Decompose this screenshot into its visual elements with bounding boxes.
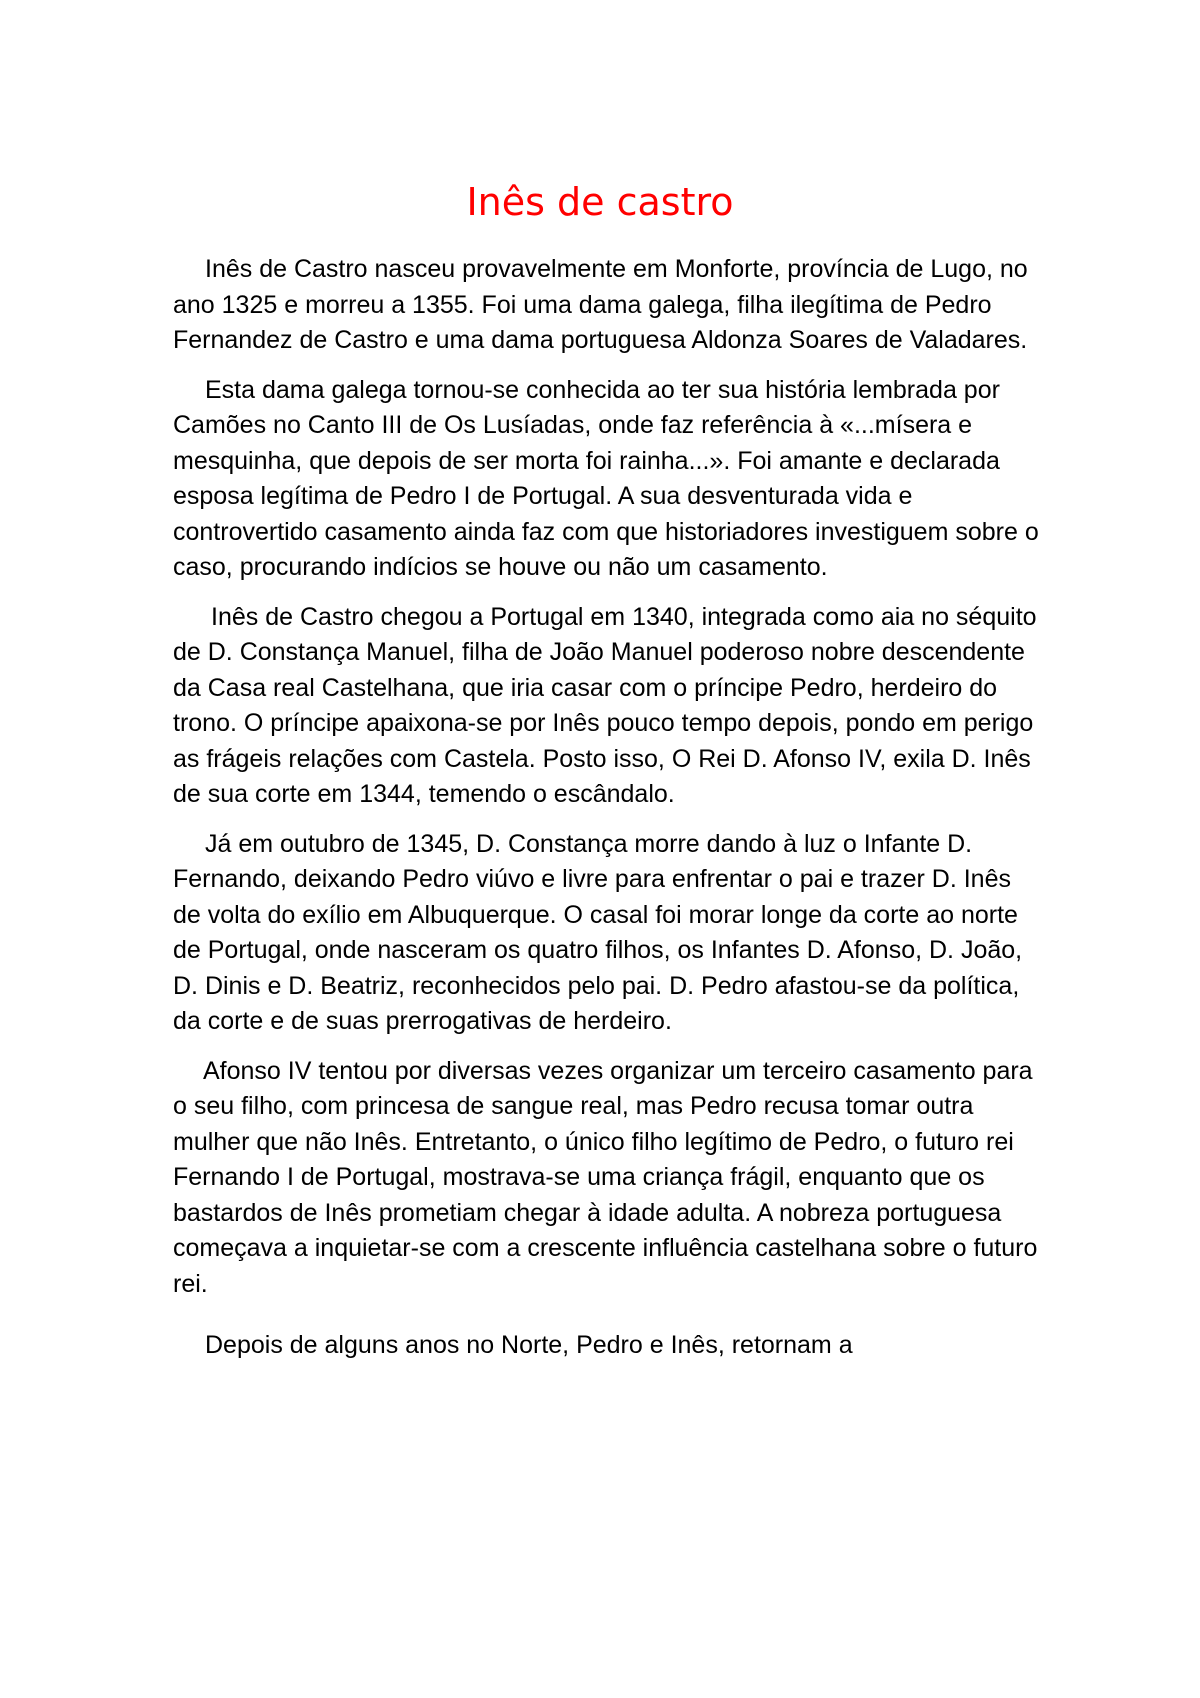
paragraph-4: Já em outubro de 1345, D. Constança morre dando à luz o Infante D. Fernando, deixando Pedro viúvo e livre para enfrentar o pai e trazer D. Inês de volta do exílio em Albuquerque. O casal foi morar longe da corte ao norte de Portugal, onde nasceram os quatro filhos, os Infantes D. Afonso, D. João, D. Dinis e D. Beatriz, reconhecidos pelo pai. D. Pedro afastou-se da política, da corte e de suas prerrogativas de herdeiro.: [173, 829, 1023, 1035]
paragraph-2: Esta dama galega tornou-se conhecida ao ter sua história lembrada por Camões no Canto III de Os Lusíadas, onde faz referência à «...mísera e mesquinha, que depois de ser morta foi rainha...». Foi amante e declarada esposa legítima de Pedro I de Portugal. A sua desventurada vida e controvertido casamento ainda faz com que historiadores investiguem sobre o caso, procurando indícios se houve ou não um casamento.: [173, 375, 1039, 581]
document-title: Inês de castro: [466, 180, 734, 224]
paragraph-3: Inês de Castro chegou a Portugal em 1340, integrada como aia no séquito de D. Constança Manuel, filha de João Manuel poderoso nobre descendente da Casa real Castelhana, que iria casar com o príncipe Pedro, herdeiro do trono. O príncipe apaixona-se por Inês pouco tempo depois, pondo em perigo as frágeis relações com Castela. Posto isso, O Rei D. Afonso IV, exila D. Inês de sua corte em 1344, temendo o escândalo.: [173, 602, 1037, 808]
paragraph-5: Afonso IV tentou por diversas vezes organizar um terceiro casamento para o seu filho, com princesa de sangue real, mas Pedro recusa tomar outra mulher que não Inês. Entretanto, o único filho legítimo de Pedro, o futuro rei Fernando I de Portugal, mostrava-se uma criança frágil, enquanto que os bastardos de Inês prometiam chegar à idade adulta. A nobreza portuguesa começava a inquietar-se com a crescente influência castelhana sobre o futuro rei.: [173, 1056, 1038, 1298]
paragraph-1: Inês de Castro nasceu provavelmente em Monforte, província de Lugo, no ano 1325 e morreu a 1355. Foi uma dama galega, filha ilegítima de Pedro Fernandez de Castro e uma dama portuguesa Aldonza Soares de Valadares.: [173, 255, 1028, 354]
paragraph-6: Depois de alguns anos no Norte, Pedro e Inês, retornam a: [205, 1331, 853, 1359]
document-body: [173, 252, 1043, 1378]
